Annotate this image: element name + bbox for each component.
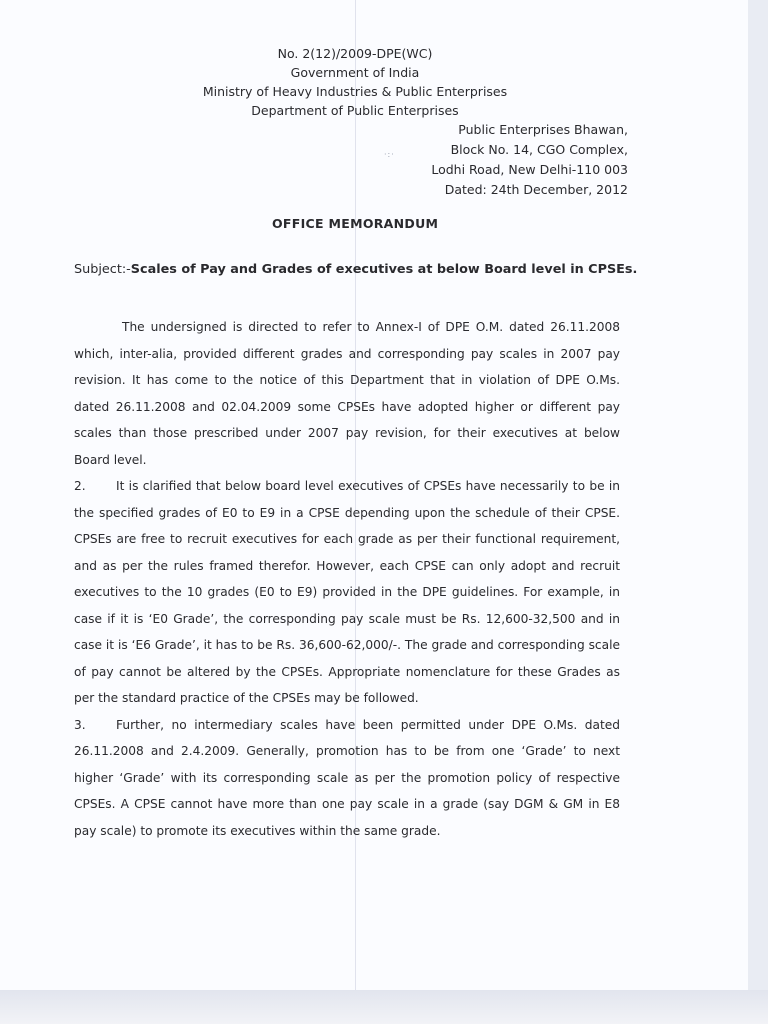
subject-label: Subject:- <box>74 262 131 277</box>
paragraph-1 <box>74 314 620 473</box>
scan-speck-mark: ·:· <box>384 150 395 159</box>
subject-line <box>74 262 637 277</box>
paragraph-2-text: It is clarified that below board level executives of CPSEs have necessarily to be in the specified grades of E0 to E9 in a CPSE depending upon the schedule of their CPSE. CPSEs are free to recruit executives for each grade as per their functional requirement, and as per the rules framed therefor. However, each CPSE can only adopt and recruit executives to the 10 grades (E0 to E9) provided in the DPE guidelines. For example, in case if it is ‘E0 Grade’, the corresponding pay scale must be Rs. 12,600-32,500 and in case it is ‘E6 Grade’, it has to be Rs. 36,600-62,000/-. The grade and corresponding scale of pay cannot be altered by the CPSEs. Appropriate nomenclature for these Grades as per the standard practice of the CPSEs may be followed. <box>74 479 620 705</box>
government-line: Government of India <box>290 65 420 80</box>
address-line-1: Public Enterprises Bhawan, <box>458 122 628 137</box>
memo-body <box>74 314 620 844</box>
file-number: No. 2(12)/2009-DPE(WC) <box>277 46 433 61</box>
department-line: Department of Public Enterprises <box>251 103 459 118</box>
subject-text: Scales of Pay and Grades of executives at below Board level in CPSEs. <box>130 262 638 277</box>
paragraph-2-number: 2. <box>74 479 86 493</box>
paragraph-3-text: Further, no intermediary scales have been permitted under DPE O.Ms. dated 26.11.2008 and 2.4.2009. Generally, promotion has to be from one ‘Grade’ to next higher ‘Grade’ with its corresponding scale as per the promotion policy of respective CPSEs. A CPSE cannot have more than one pay scale in a grade (say DGM & GM in E8 pay scale) to promote its executives within the same grade. <box>74 717 620 838</box>
memo-title: OFFICE MEMORANDUM <box>272 216 439 231</box>
paragraph-3-number: 3. <box>74 717 86 732</box>
date-line: Dated: 24th December, 2012 <box>444 182 628 197</box>
address-line-2: Block No. 14, CGO Complex, <box>450 142 628 157</box>
paragraph-1-text: The undersigned is directed to refer to Annex-I of DPE O.M. dated 26.11.2008 which, inter-alia, provided different grades and corresponding pay scales in 2007 pay revision. It has come to the notice of this Department that in violation of DPE O.Ms. dated 26.11.2008 and 02.04.2009 some CPSEs have adopted higher or different pay scales than those prescribed under 2007 pay revision, for their executives at below Board level. <box>74 320 620 467</box>
address-line-3: Lodhi Road, New Delhi-110 003 <box>431 162 628 177</box>
paragraph-3 <box>74 712 620 845</box>
paragraph-2 <box>74 473 620 712</box>
scan-background-edge <box>0 990 768 1024</box>
ministry-line: Ministry of Heavy Industries & Public Enterprises <box>202 84 508 99</box>
